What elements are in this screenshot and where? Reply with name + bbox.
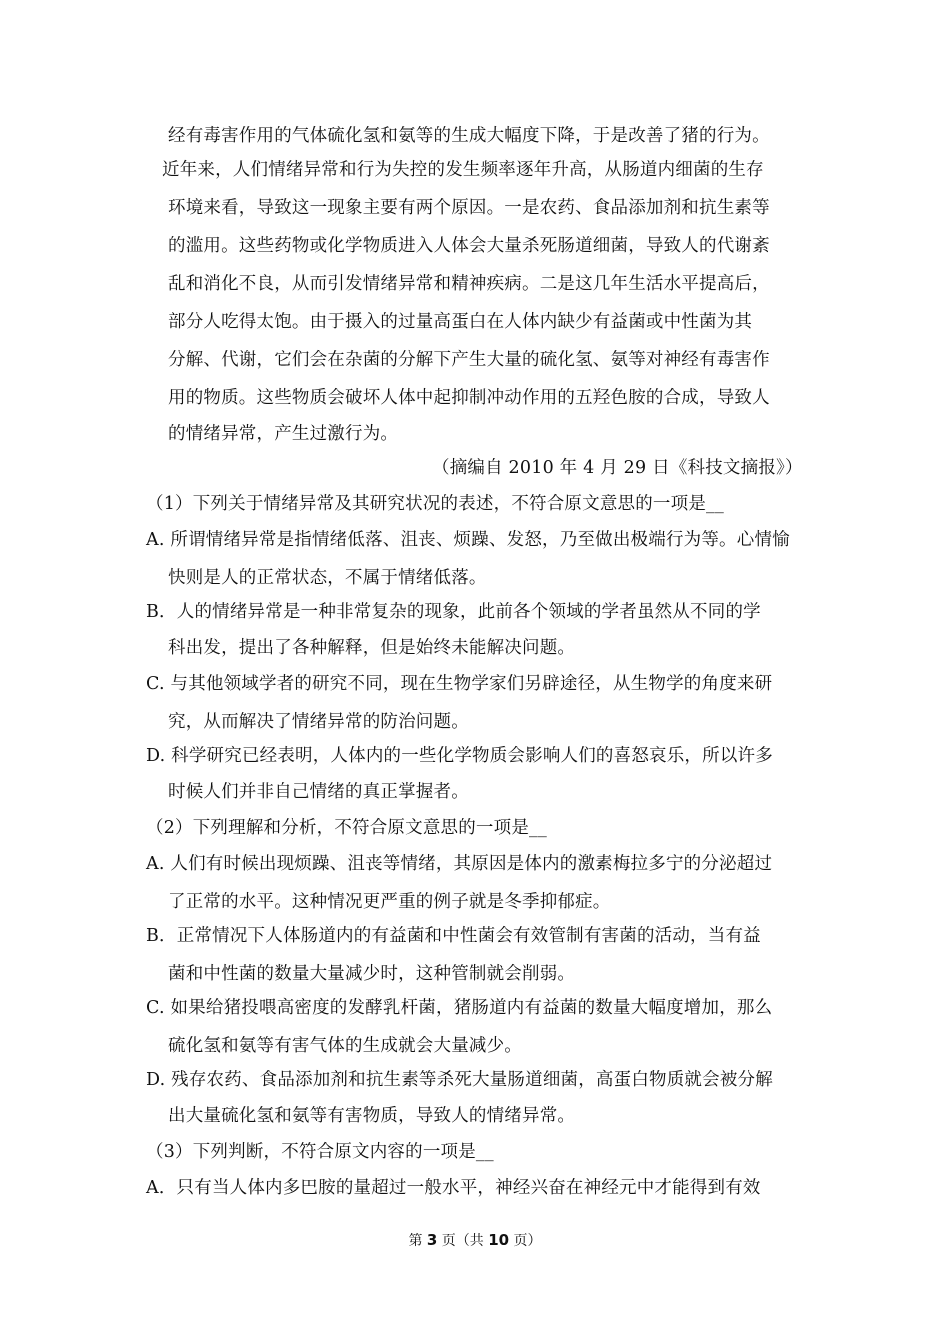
option-d-line: D. 科学研究已经表明，人体内的一些化学物质会影响人们的喜怒哀乐，所以许多 [146,746,773,766]
passage-line: 的滥用。这些药物或化学物质进入人体会大量杀死肠道细菌，导致人的代谢紊 [168,236,770,256]
passage-line: 乱和消化不良，从而引发情绪异常和精神疾病。二是这几年生活水平提高后， [168,274,770,294]
option-b-line: 科出发，提出了各种解释，但是始终未能解决问题。 [168,638,576,658]
current-page-number: 3 [426,1231,438,1249]
option-d-line: 时候人们并非自己情绪的真正掌握者。 [168,782,469,802]
question-stem: （2）下列理解和分析，不符合原文意思的一项是__ [146,818,547,838]
option-a-line: 快则是人的正常状态，不属于情绪低落。 [168,568,487,588]
option-a-line: A. 所谓情绪异常是指情绪低落、沮丧、烦躁、发怒，乃至做出极端行为等。心情愉 [146,530,790,550]
option-c-line: 究，从而解决了情绪异常的防治问题。 [168,712,469,732]
option-c-line: C. 如果给猪投喂高密度的发酵乳杆菌，猪肠道内有益菌的数量大幅度增加，那么 [146,998,773,1018]
option-c-line: C. 与其他领域学者的研究不同，现在生物学家们另辟途径，从生物学的角度来研 [146,674,773,694]
option-a-line: A．只有当人体内多巴胺的量超过一般水平，神经兴奋在神经元中才能得到有效 [146,1178,761,1198]
option-a-line: A. 人们有时候出现烦躁、沮丧等情绪，其原因是体内的激素梅拉多宁的分泌超过 [146,854,773,874]
option-b-line: B．人的情绪异常是一种非常复杂的现象，此前各个领域的学者虽然从不同的学 [146,602,761,622]
passage-line: 经有毒害作用的气体硫化氢和氨等的生成大幅度下降，于是改善了猪的行为。 [168,126,770,146]
footer-prefix: 第 [408,1233,427,1249]
option-d-line: D. 残存农药、食品添加剂和抗生素等杀死大量肠道细菌，高蛋白物质就会被分解 [146,1070,773,1090]
question-stem: （3）下列判断，不符合原文内容的一项是__ [146,1142,494,1162]
option-b-line: 菌和中性菌的数量大量减少时，这种管制就会削弱。 [168,964,576,984]
source-citation: （摘编自 2010 年 4 月 29 日《科技文摘报》） [432,458,803,478]
option-b-line: B．正常情况下人体肠道内的有益菌和中性菌会有效管制有害菌的活动，当有益 [146,926,761,946]
option-d-line: 出大量硫化氢和氨等有害物质，导致人的情绪异常。 [168,1106,576,1126]
option-a-line: 了正常的水平。这种情况更严重的例子就是冬季抑郁症。 [168,892,611,912]
passage-line: 环境来看，导致这一现象主要有两个原因。一是农药、食品添加剂和抗生素等 [168,198,770,218]
question-stem: （1）下列关于情绪异常及其研究状况的表述，不符合原文意思的一项是__ [146,494,724,514]
passage-line: 用的物质。这些物质会破坏人体中起抑制冲动作用的五羟色胺的合成，导致人 [168,388,770,408]
page-footer [0,1230,950,1251]
passage-line: 的情绪异常，产生过激行为。 [168,424,399,444]
passage-line: 分解、代谢，它们会在杂菌的分解下产生大量的硫化氢、氨等对神经有毒害作 [168,350,770,370]
option-c-line: 硫化氢和氨等有害气体的生成就会大量减少。 [168,1036,522,1056]
footer-suffix: 页） [509,1233,542,1249]
total-page-number: 10 [488,1231,510,1249]
passage-line: 近年来，人们情绪异常和行为失控的发生频率逐年升高，从肠道内细菌的生存 [162,160,764,180]
footer-middle: 页（共 [437,1233,489,1249]
passage-line: 部分人吃得太饱。由于摄入的过量高蛋白在人体内缺少有益菌或中性菌为其 [168,312,753,332]
